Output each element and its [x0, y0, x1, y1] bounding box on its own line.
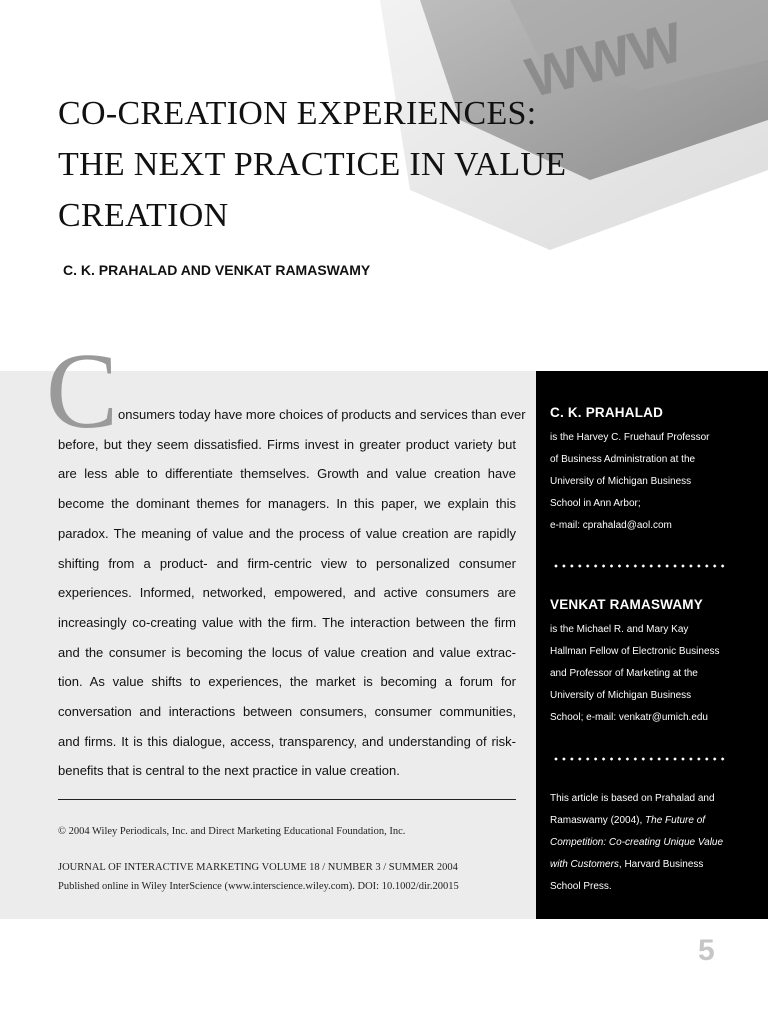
abstract-line: benefits that is central to the next practice in value creation. [58, 763, 400, 779]
author1-email: e-mail: cprahalad@aol.com [550, 520, 672, 531]
author2-email: School; e-mail: venkatr@umich.edu [550, 712, 708, 723]
book-title: Competition: Co-creating Unique Value [550, 837, 724, 848]
author1-bio [550, 427, 710, 537]
author2-name: VENKAT RAMASWAMY [550, 597, 703, 612]
copyright-notice: © 2004 Wiley Periodicals, Inc. and Direct Marketing Educational Foundation, Inc. [58, 826, 406, 837]
dotted-separator [552, 564, 727, 568]
drop-cap: C [46, 332, 119, 451]
abstract-line: and firms. It is this dialogue, access, transparency, and understanding of risk- [58, 733, 516, 749]
bio-line: Hallman Fellow of Electronic Business [550, 646, 720, 657]
book-title: with Customers [550, 859, 619, 870]
abstract-line: increasingly co-creating value with the firm. The interaction between the firm [58, 614, 516, 630]
title-line: CO-CREATION EXPERIENCES: [58, 95, 537, 132]
journal-info [58, 858, 459, 896]
author-sidebar [536, 371, 768, 919]
abstract-line: conversation and interactions between consumers, consumer communities, [58, 704, 516, 720]
book-title: The Future of [645, 815, 706, 826]
abstract-text [58, 400, 526, 786]
author2-bio [550, 619, 720, 729]
note-line: School Press. [550, 881, 612, 892]
abstract-line: paradox. The meaning of value and the process of value creation are rapidly [58, 525, 516, 541]
abstract-line: onsumers today have more choices of products and services than ever [118, 407, 526, 422]
abstract-line: tion. As value shifts to experiences, the market is becoming a forum for [58, 674, 516, 690]
www-key-label: WWW [519, 9, 689, 110]
abstract-line: before, but they seem dissatisfied. Firms invest in greater product variety but [58, 436, 516, 452]
article-title [58, 88, 658, 241]
abstract-line: shifting from a product- and firm-centric view to personalized consumer [58, 555, 516, 571]
note-line: Ramaswamy (2004), The Future of [550, 815, 706, 826]
abstract-line: become the dominant themes for managers. In this paper, we explain this [58, 496, 516, 512]
bio-line: is the Michael R. and Mary Kay [550, 624, 689, 635]
doi-line: Published online in Wiley InterScience (www.interscience.wiley.com). DOI: 10.1002/dir.20015 [58, 881, 459, 892]
note-line: This article is based on Prahalad and [550, 793, 715, 804]
article-authors: C. K. PRAHALAD AND VENKAT RAMASWAMY [63, 262, 371, 278]
journal-citation: JOURNAL OF INTERACTIVE MARKETING VOLUME 18 / NUMBER 3 / SUMMER 2004 [58, 862, 458, 873]
abstract-line: are less able to differentiate themselves. Growth and value creation have [58, 466, 516, 482]
abstract-line: experiences. Informed, networked, empowered, and active consumers are [58, 585, 516, 601]
title-line: THE NEXT PRACTICE IN VALUE [58, 146, 567, 183]
title-line: CREATION [58, 197, 229, 234]
bio-line: and Professor of Marketing at the [550, 668, 698, 679]
page-number: 5 [698, 934, 715, 967]
note-line: with Customers, Harvard Business [550, 859, 704, 870]
dotted-separator [552, 757, 727, 761]
footer-divider [58, 799, 516, 800]
abstract-line: and the consumer is becoming the locus of value creation and value extrac- [58, 644, 516, 660]
bio-line: is the Harvey C. Fruehauf Professor [550, 432, 710, 443]
note-line [550, 832, 723, 854]
source-note [550, 788, 723, 898]
author1-name: C. K. PRAHALAD [550, 405, 664, 420]
bio-line: University of Michigan Business [550, 476, 692, 487]
bio-line: University of Michigan Business [550, 690, 692, 701]
bio-line: of Business Administration at the [550, 454, 696, 465]
bio-line: School in Ann Arbor; [550, 498, 641, 509]
